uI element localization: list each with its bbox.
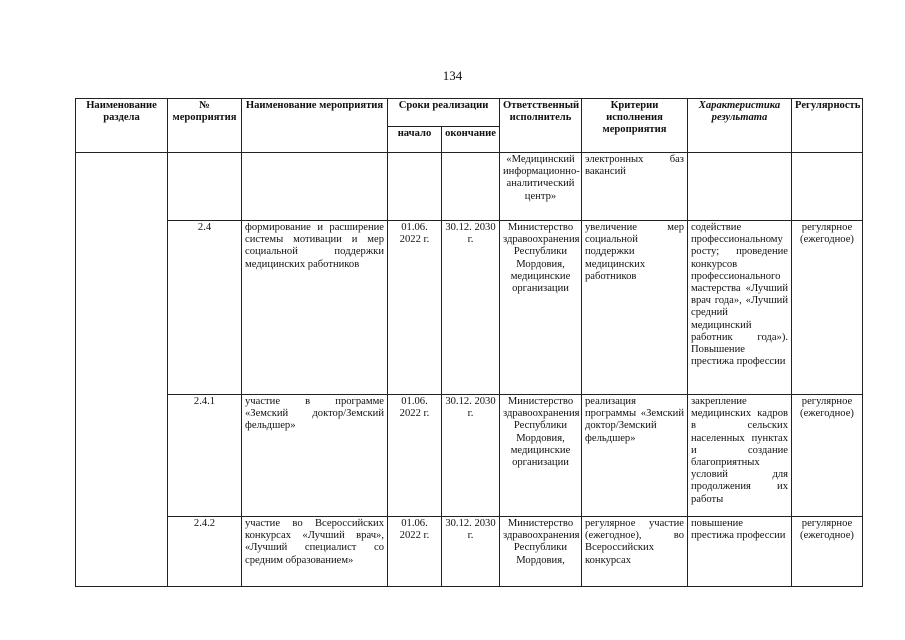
row-regularity — [792, 153, 863, 221]
header-criteria: Критерии исполнения мероприятия — [582, 99, 688, 153]
header-section: Наименование раздела — [76, 99, 168, 153]
row-end: 30.12. 2030 г. — [442, 395, 500, 517]
header-num: № мероприятия — [168, 99, 242, 153]
row-name: участие во Всероссийских конкурсах «Лучший врач», «Лучший специалист со средним образованием» — [242, 517, 388, 587]
row-start — [388, 153, 442, 221]
header-start: начало — [388, 127, 442, 153]
section-cell — [76, 153, 168, 587]
row-responsible: Министерство здравоохранения Республики Мордовия, — [500, 517, 582, 587]
row-criteria: увеличение мер социальной поддержки медицинских работников — [582, 221, 688, 395]
row-responsible: «Медицинский информационно-аналитический центр» — [500, 153, 582, 221]
row-start: 01.06. 2022 г. — [388, 395, 442, 517]
row-end: 30.12. 2030 г. — [442, 221, 500, 395]
row-regularity: регулярное (ежегодное) — [792, 221, 863, 395]
table-row — [76, 153, 863, 221]
row-responsible: Министерство здравоохранения Республики Мордовия, медицинские организации — [500, 221, 582, 395]
row-criteria: реализация программы «Земский доктор/Земский фельдшер» — [582, 395, 688, 517]
row-num: 2.4 — [168, 221, 242, 395]
row-end — [442, 153, 500, 221]
row-criteria: электронных баз вакансий — [582, 153, 688, 221]
table-row — [76, 517, 863, 587]
row-result: содействие профессиональному росту; проведение конкурсов профессионального мастерства «Лучший врач года», «Лучший средний медицинский работник года»). Повышение престижа профессии — [688, 221, 792, 395]
row-num — [168, 153, 242, 221]
header-terms: Сроки реализации — [388, 99, 500, 127]
row-num: 2.4.2 — [168, 517, 242, 587]
row-end: 30.12. 2030 г. — [442, 517, 500, 587]
header-result: Характеристика результата — [688, 99, 792, 153]
row-start: 01.06. 2022 г. — [388, 221, 442, 395]
header-end: окончание — [442, 127, 500, 153]
row-regularity: регулярное (ежегодное) — [792, 517, 863, 587]
row-responsible: Министерство здравоохранения Республики Мордовия, медицинские организации — [500, 395, 582, 517]
table-row — [76, 395, 863, 517]
row-name: формирование и расширение системы мотивации и мер социальной поддержки медицинских работников — [242, 221, 388, 395]
row-name: участие в программе «Земский доктор/Земский фельдшер» — [242, 395, 388, 517]
table-row — [76, 221, 863, 395]
header-responsible: Ответственный исполнитель — [500, 99, 582, 153]
row-start: 01.06. 2022 г. — [388, 517, 442, 587]
row-result: закрепление медицинских кадров в сельских населенных пунктах и создание благоприятных условий для продолжения их работы — [688, 395, 792, 517]
measures-table — [75, 98, 863, 587]
header-regularity: Регулярность — [792, 99, 863, 153]
header-name: Наименование мероприятия — [242, 99, 388, 153]
row-name — [242, 153, 388, 221]
row-result: повышение престижа профессии — [688, 517, 792, 587]
row-result — [688, 153, 792, 221]
row-regularity: регулярное (ежегодное) — [792, 395, 863, 517]
row-num: 2.4.1 — [168, 395, 242, 517]
row-criteria: регулярное участие (ежегодное), во Всероссийских конкурсах — [582, 517, 688, 587]
page-number: 134 — [442, 68, 463, 83]
